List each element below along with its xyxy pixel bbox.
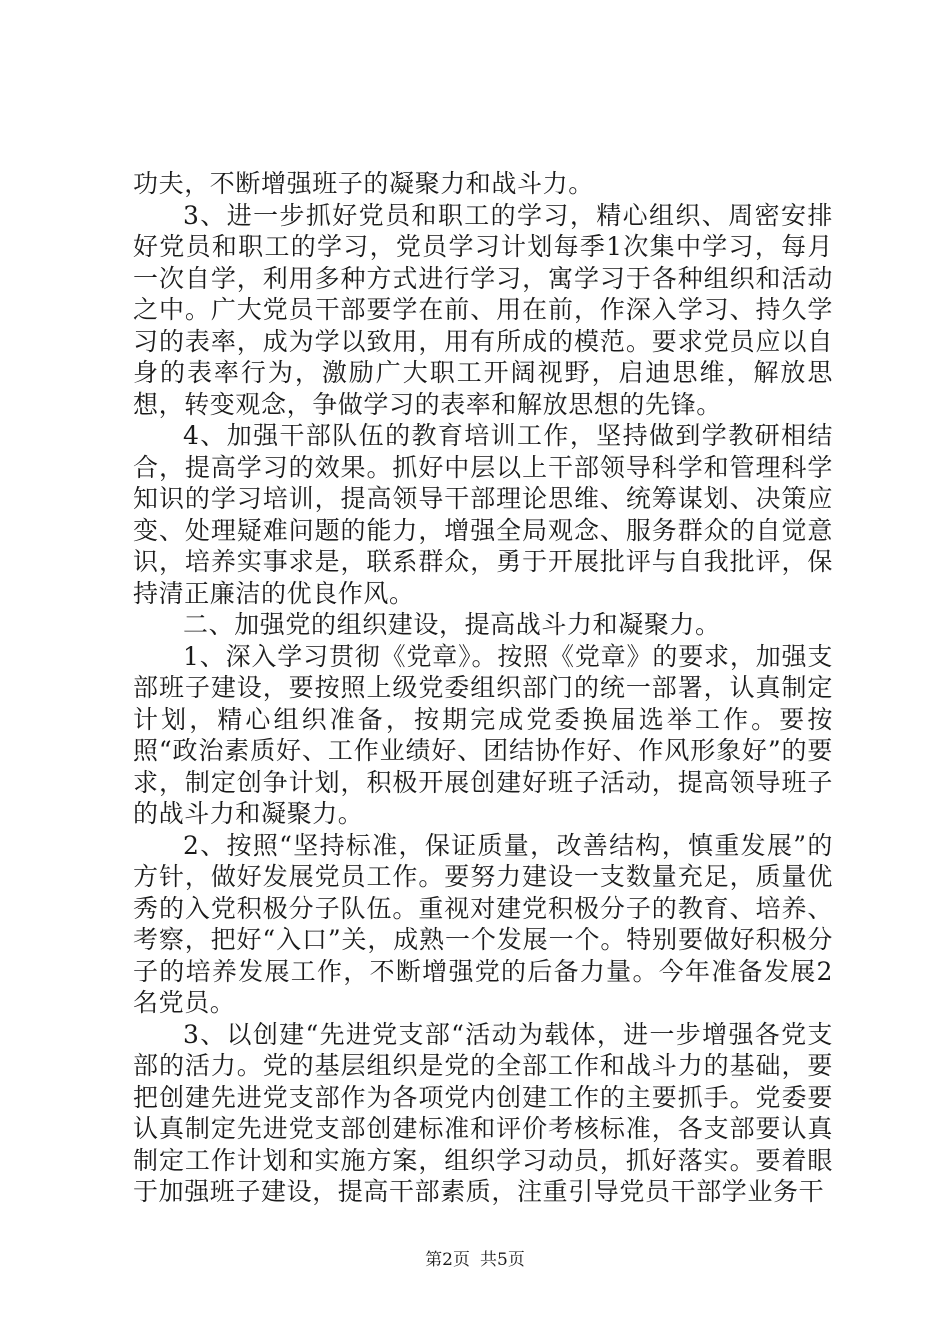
paragraph-7: 3、以创建“先进党支部“活动为载体，进一步增强各党支部的活力。党的基层组织是党的全部工作和战斗力的基础，要把创建先进党支部作为各项党内创建工作的主要抓手。党委要认真制定先进党支部创建标准和评价考核标准，各支部要认真制定工作计划和实施方案，组织学习动员，抓好落实。要着眼于加强班子建设，提高干部素质，注重引导党员干部学业务干 <box>133 1019 833 1206</box>
paragraph-1: 功夫，不断增强班子的凝聚力和战斗力。 <box>133 169 594 198</box>
paragraph-5: 1、深入学习贯彻《党章》。按照《党章》的要求，加强支部班子建设，要按照上级党委组织部门的统一部署，认真制定计划，精心组织准备，按期完成党委换届选举工作。要按照“政治素质好、工作业绩好、团结协作好、作风形象好”的要求，制定创争计划，积极开展创建好班子活动，提高领导班子的战斗力和凝聚力。 <box>133 641 833 828</box>
section-heading-2: 二、加强党的组织建设，提高战斗力和凝聚力。 <box>183 610 721 639</box>
paragraph-2: 3、进一步抓好党员和职工的学习，精心组织、周密安排好党员和职工的学习，党员学习计划每季1次集中学习，每月一次自学，利用多种方式进行学习，寓学习于各种组织和活动之中。广大党员干部要学在前、用在前，作深入学习、持久学习的表率，成为学以致用，用有所成的模范。要求党员应以自身的表率行为，激励广大职工开阔视野，启迪思维，解放思想，转变观念，争做学习的表率和解放思想的先锋。 <box>133 200 833 419</box>
paragraph-3: 4、加强干部队伍的教育培训工作，坚持做到学教研相结合，提高学习的效果。抓好中层以上干部领导科学和管理科学知识的学习培训，提高领导干部理论思维、统筹谋划、决策应变、处理疑难问题的能力，增强全局观念、服务群众的自觉意识，培养实事求是，联系群众，勇于开展批评与自我批评，保持清正廉洁的优良作风。 <box>133 421 833 608</box>
paragraph-6: 2、按照“坚持标准，保证质量，改善结构，慎重发展”的方针，做好发展党员工作。要努力建设一支数量充足，质量优秀的入党积极分子队伍。重视对建党积极分子的教育、培养、考察，把好“入口”关，成熟一个发展一个。特别要做好积极分子的培养发展工作，不断增强党的后备力量。今年准备发展2名党员。 <box>133 830 833 1017</box>
page-total: 共5页 <box>480 1250 525 1270</box>
page-number: 第2页 <box>425 1250 470 1270</box>
page-footer <box>0 1245 950 1270</box>
document-body <box>133 168 833 1208</box>
